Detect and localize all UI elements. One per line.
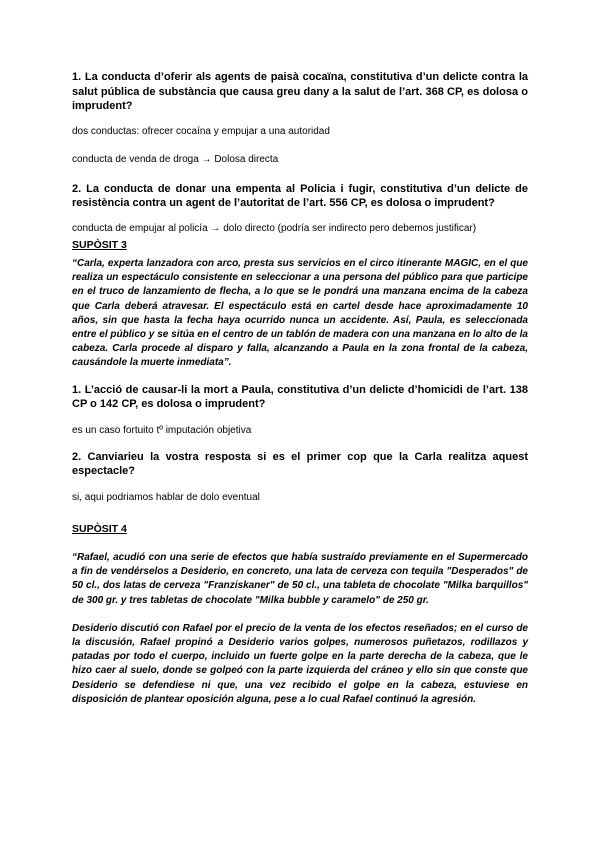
suposit-4-paragraph-2: Desiderio discutió con Rafael por el precio de la venta de los efectos reseñados; en el curso de la discusión, Rafael propinó a Desiderio varios golpes, numerosos puñetazos, rodillazos y patadas por todo el cuerpo, incluido un fuerte golpe en la parte derecha de la cabeza, que le hizo caer al suelo, donde se golpeó con la parte izquierda del cráneo y ello sin que conste que Desiderio se defendiese ni que, una vez recibido el golpe en la cabeza, estuviese en disposición de plantear oposición alguna, pese a lo cual Rafael continuó la agresión. — [72, 622, 528, 705]
suposit-4-paragraph-1: “Rafael, acudió con una serie de efectos que había sustraído previamente en el Supermercado a fin de vendérselos a Desiderio, en concreto, una lata de cerveza con tequila "Desperados" de 50 cl., dos latas de cerveza "Franziskaner" de 50 cl., una tableta de chocolate "Milka barquillos" de 300 gr. y tres tabletas de chocolate "Milka bubble y caramelo" de 250 gr. — [72, 551, 528, 606]
question-4: 2. Canviarieu la vostra resposta si es el primer cop que la Carla realitza aquest espectacle? — [72, 450, 528, 478]
answer-3: es un caso fortuito tº imputación objetiva — [72, 424, 252, 436]
suposit-3-heading: SUPÒSIT 3 — [72, 238, 127, 251]
question-3: 1. L’acció de causar-li la mort a Paula, constitutiva d’un delicte d’homicidi de l’art. 138 CP o 142 CP, es dolosa o imprudent? — [72, 383, 528, 411]
answer-1-line-1: dos conductas: ofrecer cocaína y empujar a una autoridad — [72, 125, 330, 137]
suposit-4-heading: SUPÒSIT 4 — [72, 522, 127, 535]
answer-1-line-2: conducta de venda de droga → Dolosa directa — [72, 153, 279, 165]
answer-4: si, aqui podriamos hablar de dolo eventual — [72, 491, 260, 503]
suposit-3-text: “Carla, experta lanzadora con arco, presta sus servicios en el circo itinerante MAGIC, en el que realiza un espectáculo consistente en seleccionar a una persona del público para que participe en el truco de lanzamiento de flecha, a lo que se le pondrá una manzana encima de la cabeza que Carla deberá atravesar. El espectáculo está en cartel desde hace aproximadamente 10 años, sin que hasta la fecha haya ocurrido nunca un accidente. Así, Paula, es seleccionada entre el público y se sitúa en el centro de un tablón de madera con una manzana en lo alto de la cabeza. Carla procede al disparo y falla, alcanzando a Paula en la zona frontal de la cabeza, causándole la muerte inmediata”. — [72, 257, 528, 369]
question-1: 1. La conducta d’oferir als agents de paisà cocaïna, constitutiva d’un delicte contra la salut pública de substància que causa greu dany a la salut de l’art. 368 CP, es dolosa o imprudent? — [72, 71, 528, 113]
answer-2: conducta de empujar al policía → dolo directo (podría ser indirecto pero debemos justificar) — [72, 222, 477, 234]
document-page — [72, 70, 528, 707]
question-2: 2. La conducta de donar una empenta al Policia i fugir, constitutiva d’un delicte de resistència contra un agent de l’autoritat de l’art. 556 CP, es dolosa o imprudent? — [72, 182, 528, 210]
